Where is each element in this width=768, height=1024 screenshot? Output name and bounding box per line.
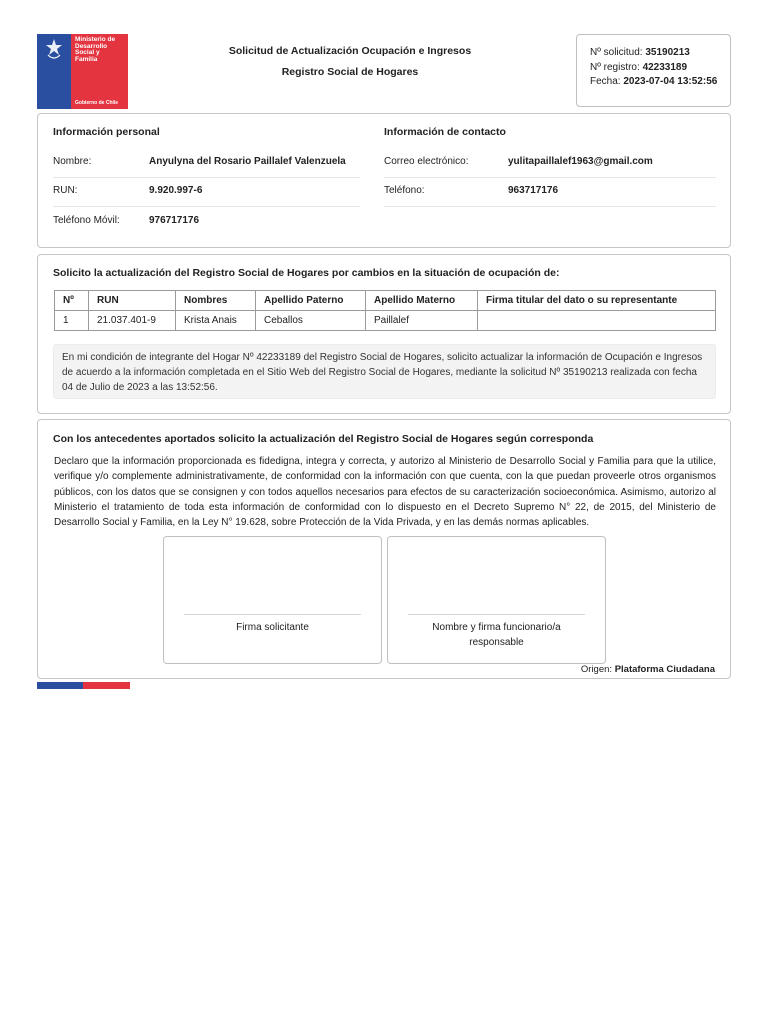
row-divider	[53, 206, 360, 207]
signature-cell	[478, 311, 716, 331]
fecha-value: 2023-07-04 13:52:56	[623, 76, 718, 87]
contact-info-title: Información de contacto	[384, 126, 506, 138]
document-subtitle: Registro Social de Hogares	[281, 66, 419, 78]
registro-number: 42233189	[642, 61, 688, 73]
run-label: RUN:	[53, 185, 78, 196]
column-header: RUN	[89, 291, 176, 311]
signature-caption: Firma solicitante	[236, 622, 309, 633]
table-cell: 1	[55, 311, 89, 331]
row-divider	[384, 206, 716, 207]
personal-contact-panel	[37, 113, 731, 248]
table-cell: Krista Anais	[176, 311, 256, 331]
fecha-row: Fecha: 2023-07-04 13:52:56	[590, 76, 718, 87]
declaration-title: Con los antecedentes aportados solicito la actualización del Registro Social de Hogares según corresponda	[53, 433, 594, 445]
column-header: Firma titular del dato o su representante	[478, 291, 716, 311]
signature-box-funcionario	[387, 536, 606, 664]
ministry-logo	[37, 34, 128, 109]
solicitud-row: Nº solicitud: 35190213	[590, 47, 690, 58]
coat-of-arms-icon	[42, 37, 66, 63]
origin-value: Plataforma Ciudadana	[614, 664, 715, 675]
logo-gobierno-text: Gobierno de Chile	[75, 100, 119, 106]
notice-box: En mi condición de integrante del Hogar Nº 42233189 del Registro Social de Hogares, solicito actualizar la información de Ocupación e Ingresos de acuerdo a la información completada en el Sitio Web del Registro Social de Hogares, mediante la solicitud Nº 35190213 realizada con fecha 04 de Julio de 2023 a las 13:52:56.	[53, 344, 716, 399]
nombre-label: Nombre:	[53, 156, 92, 167]
signature-line	[408, 614, 585, 615]
row-divider	[53, 177, 360, 178]
column-header: Apellido Materno	[366, 291, 478, 311]
personal-info-title: Información personal	[53, 126, 160, 138]
footer-blue-segment	[37, 682, 83, 689]
signature-line	[184, 614, 361, 615]
signature-caption: Nombre y firma funcionario/a responsable	[432, 622, 561, 648]
document-title: Solicitud de Actualización Ocupación e Ingresos	[228, 45, 472, 57]
column-header: Nombres	[176, 291, 256, 311]
email-label: Correo electrónico:	[384, 156, 469, 167]
table-cell: Paillalef	[366, 311, 478, 331]
solicitud-number: 35190213	[645, 47, 690, 58]
run-value: 9.920.997-6	[149, 185, 203, 196]
logo-ministry-text: Ministerio de Desarrollo Social y Familia	[75, 36, 116, 63]
logo-blue-block	[37, 34, 71, 109]
registro-row: Nº registro: 42233189	[590, 61, 688, 73]
table-cell: Ceballos	[256, 311, 366, 331]
telefono-label: Teléfono:	[384, 185, 425, 196]
request-info-box	[576, 34, 731, 107]
email-value: yulitapaillalef1963@gmail.com	[508, 156, 653, 167]
column-header: Nº	[55, 291, 89, 311]
footer-red-segment	[83, 682, 130, 689]
members-panel	[37, 254, 731, 414]
footer-brand-bar	[37, 682, 130, 689]
members-table	[54, 290, 716, 331]
telefono-value: 963717176	[508, 185, 559, 196]
declaration-panel	[37, 419, 731, 679]
logo-red-block	[71, 34, 128, 109]
column-header: Apellido Paterno	[256, 291, 366, 311]
table-header-row	[55, 291, 716, 311]
declaration-text: Declaro que la información proporcionada es fidedigna, integra y correcta, y autorizo al Ministerio de Desarrollo Social y Familia para que la utilice, verifique y/o complemente administrativamente, de conformidad con la información con que cuenta, con la que puedan proveerle otros organismos públicos, con los datos que se consignen y con todos aquellos necesarios para efectos de su caracterización socioeconómica. Asimismo, autorizo al Ministerio el tratamiento de toda esta información de conformidad con lo dispuesto en el Decreto Supremo N° 22, de 2015, del Ministerio de Desarrollo Social y Familia, en la Ley N° 19.628, sobre Protección de la Vida Privada, y en las demás normas aplicables.	[54, 456, 716, 529]
table-row	[55, 311, 716, 331]
signature-box-solicitante	[163, 536, 382, 664]
movil-value: 976717176	[149, 215, 200, 226]
origin-text: Origen: Plataforma Ciudadana	[580, 664, 715, 675]
members-title: Solicito la actualización del Registro Social de Hogares por cambios en la situación de ocupación de:	[53, 267, 560, 279]
table-cell: 21.037.401-9	[89, 311, 176, 331]
row-divider	[384, 177, 716, 178]
nombre-value: Anyulyna del Rosario Paillalef Valenzuela	[149, 156, 346, 167]
movil-label: Teléfono Móvil:	[53, 215, 120, 226]
